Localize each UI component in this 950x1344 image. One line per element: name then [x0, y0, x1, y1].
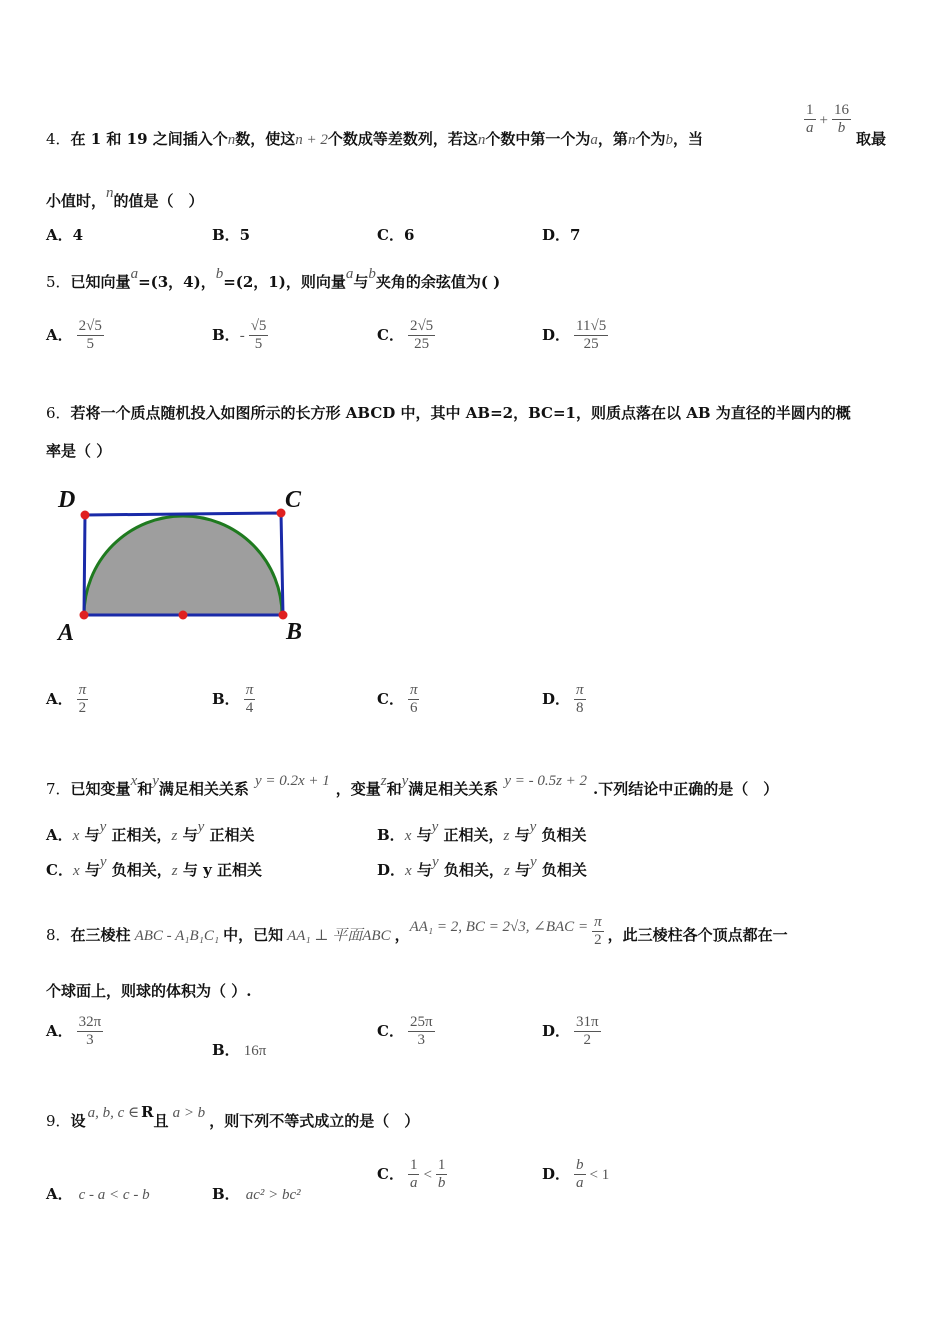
denominator: a: [576, 1175, 584, 1192]
q5-text: 已知向量: [70, 273, 131, 291]
point-midpoint: [179, 611, 188, 620]
option-value: 16π: [243, 1043, 267, 1059]
option-fraction: [436, 1157, 448, 1193]
math-x: x: [72, 863, 80, 879]
option-value: c - a < c - b: [78, 1187, 150, 1203]
denominator: a: [806, 120, 814, 137]
option-text: 正相关: [209, 826, 255, 844]
option-label: B．: [377, 826, 405, 844]
option-text: 负相关，: [443, 861, 504, 879]
math-n-plus-2: n + 2: [295, 132, 328, 148]
option-label: D．: [377, 861, 406, 879]
q4-text: 个数成等差数列，若这: [327, 130, 478, 148]
q5-text: =(3，4)，: [138, 273, 216, 291]
q9-option-b[interactable]: [212, 1183, 301, 1204]
math-b: b: [665, 132, 673, 148]
math-y: y: [431, 854, 439, 870]
question-4-line-2: [46, 185, 204, 211]
q7-text: .下列结论中正确的是（ ）: [593, 780, 779, 798]
option-label: A．: [46, 826, 73, 844]
numerator: b: [574, 1157, 586, 1175]
option-text: 与: [84, 861, 100, 879]
vector-b: b: [215, 266, 224, 282]
equation-y-z: y = - 0.5z + 2: [504, 773, 588, 789]
label-a: A: [58, 620, 75, 646]
math-n: n: [106, 185, 114, 201]
q6-text: 率是（ ）: [46, 442, 112, 460]
denominator: 5: [254, 336, 263, 353]
option-text: 负相关，: [111, 861, 172, 879]
q7-option-b[interactable]: [377, 819, 587, 845]
question-5-line: [46, 266, 501, 292]
math-y: y: [529, 819, 537, 835]
option-text: 与: [514, 861, 530, 879]
numerator: 32π: [77, 1014, 104, 1032]
math-z: z: [503, 863, 510, 879]
math-z: z: [171, 863, 178, 879]
option-label: B．: [212, 689, 240, 708]
q8-text: 在三棱柱: [70, 925, 131, 944]
q7-option-c[interactable]: [46, 854, 263, 880]
option-text: 正相关，: [443, 826, 504, 844]
label-c: C: [285, 487, 302, 513]
question-number: 6．: [46, 404, 71, 422]
point-a: [80, 611, 89, 620]
option-text: 负相关: [541, 861, 587, 879]
option-fraction: [77, 318, 104, 354]
label-d: D: [58, 487, 76, 513]
label-b: B: [286, 619, 303, 645]
option-fraction: [574, 318, 608, 354]
perpendicular-condition: AA₁ ⊥ 平面ABC: [287, 927, 391, 944]
denominator: 2: [583, 1032, 592, 1049]
vector-b: b: [368, 266, 376, 282]
numerator: 2√5: [408, 318, 435, 336]
q4-text: ，第: [597, 130, 628, 148]
semicircle-fill: [84, 516, 282, 615]
q4-option-a[interactable]: A．4: [46, 226, 84, 244]
set-condition: a, b, c ∈: [87, 1105, 140, 1121]
plus-sign: +: [819, 112, 828, 129]
fraction-1-over-a: [804, 102, 816, 138]
q4-text: 数，使这: [235, 130, 296, 148]
q5-option-b[interactable]: [212, 318, 272, 354]
q6-option-b[interactable]: [212, 682, 259, 718]
question-number: 5．: [46, 273, 71, 291]
option-fraction: [574, 682, 586, 718]
question-7-line: [46, 773, 779, 799]
q9-text: 且: [153, 1112, 169, 1130]
option-label: C．: [377, 689, 404, 708]
q4-text: 个为: [635, 130, 666, 148]
numerator: 25π: [408, 1014, 435, 1032]
option-label: C．: [377, 1164, 404, 1183]
q9-option-a[interactable]: [46, 1183, 150, 1204]
option-fraction: [408, 1014, 435, 1050]
math-a: a: [590, 132, 598, 148]
denominator: b: [837, 120, 846, 137]
equation-y-x: y = 0.2x + 1: [254, 773, 330, 789]
numerator: √5: [249, 318, 269, 336]
q7-option-a[interactable]: [46, 819, 255, 845]
inequality-condition: a > b: [172, 1105, 206, 1121]
vector-a: a: [345, 266, 354, 282]
q8-text: ，: [394, 925, 410, 944]
math-n: n: [627, 132, 636, 148]
numerator: 1: [408, 1157, 420, 1175]
q4-option-c[interactable]: C．6: [377, 226, 415, 244]
question-number: 4．: [46, 130, 71, 148]
q4-text: 取最: [856, 130, 887, 148]
question-9-line: [46, 1103, 420, 1131]
q4-fraction-expression: [800, 102, 855, 138]
math-x: x: [130, 773, 138, 789]
option-label: D．: [542, 1021, 571, 1040]
q7-text: ，变量: [335, 780, 381, 798]
q8-option-b[interactable]: [212, 1039, 266, 1060]
vector-a: a: [130, 266, 139, 282]
denominator: 25: [583, 336, 599, 353]
math-y: y: [152, 773, 159, 789]
option-text: 与 y 正相关: [182, 861, 263, 879]
numerator: π: [574, 682, 586, 700]
less-than-sign: <: [423, 1166, 432, 1183]
denominator: 2: [594, 932, 602, 949]
q6-option-d[interactable]: [542, 682, 590, 718]
q5-option-a[interactable]: [46, 318, 108, 354]
q6-text: 若将一个质点随机投入如图所示的长方形 ABCD 中，其中 AB=2，BC=1，则质点落在以 AB 为直径的半圆内的概: [70, 404, 851, 422]
point-d: [81, 511, 90, 520]
option-fraction: [408, 318, 435, 354]
option-text: 与: [416, 826, 432, 844]
q7-text: 满足相关关系: [408, 780, 499, 798]
q8-option-c[interactable]: [377, 1014, 439, 1050]
denominator: 5: [86, 336, 94, 353]
numerator: π: [592, 914, 604, 932]
question-6-line-2: [46, 440, 111, 461]
option-label: A．: [46, 689, 73, 708]
option-fraction: [244, 682, 256, 718]
denominator: 4: [245, 700, 254, 717]
math-y: y: [431, 819, 439, 835]
q4-text: 在 1 和 19 之间插入个: [70, 130, 228, 148]
option-fraction: [77, 1014, 104, 1050]
real-numbers-symbol: R: [141, 1103, 154, 1121]
option-fraction: [77, 682, 89, 718]
q6-option-a[interactable]: [46, 682, 92, 718]
denominator: 25: [414, 336, 430, 353]
option-fraction: [408, 682, 420, 718]
numerator: π: [77, 682, 89, 700]
option-text: 与: [416, 861, 432, 879]
option-label: C．: [377, 325, 404, 344]
math-x: x: [405, 863, 412, 879]
fraction-16-over-b: [832, 102, 851, 138]
denominator: b: [437, 1175, 446, 1192]
q6-option-c[interactable]: [377, 682, 423, 718]
option-label: D．: [542, 325, 571, 344]
numerator: 11√5: [574, 318, 608, 336]
question-6-line-1: [46, 402, 851, 423]
option-label: C．: [377, 1021, 404, 1040]
math-x: x: [404, 828, 412, 844]
q8-text: 中，已知: [223, 925, 284, 944]
question-4-line-1: [46, 128, 703, 149]
q7-text: 满足相关关系: [158, 780, 249, 798]
q7-text: 已知变量: [70, 780, 131, 798]
length-angle-condition: AA₁ = 2, BC = 2√3, ∠BAC =: [409, 918, 589, 935]
question-number: 7．: [46, 780, 71, 798]
option-label: B．: [212, 1185, 240, 1203]
q8-option-a[interactable]: [46, 1014, 107, 1050]
q5-text: 夹角的余弦值为( ): [375, 273, 501, 291]
q5-text: 与: [353, 273, 369, 291]
q4-text: 个数中第一个为: [485, 130, 591, 148]
minus-sign: -: [239, 327, 245, 344]
denominator: 2: [78, 700, 87, 717]
option-text: 负相关: [541, 826, 587, 844]
math-y: y: [99, 854, 107, 870]
q4-text-end: [856, 128, 886, 149]
option-text: 正相关，: [111, 826, 172, 844]
q7-option-d[interactable]: [377, 854, 587, 880]
numerator: 1: [804, 102, 816, 120]
denominator: 3: [417, 1032, 425, 1049]
question-8-line-2: [46, 980, 251, 1001]
q8-text: ，此三棱柱各个顶点都在一: [607, 925, 788, 944]
rectangle-semicircle-figure: [52, 482, 314, 652]
q4-option-b[interactable]: B．5: [212, 226, 251, 244]
numerator: 16: [832, 102, 851, 120]
option-text: 与: [84, 826, 100, 844]
numerator: π: [408, 682, 420, 700]
denominator: a: [409, 1175, 418, 1192]
option-label: D．: [542, 689, 571, 708]
q4-option-d[interactable]: D．7: [542, 226, 581, 244]
numerator: π: [244, 682, 256, 700]
math-z: z: [171, 828, 178, 844]
option-label: A．: [46, 1185, 73, 1203]
math-x: x: [72, 828, 80, 844]
question-number: 9．: [46, 1112, 71, 1130]
denominator: 8: [576, 700, 584, 717]
math-y: y: [99, 819, 107, 835]
numerator: 1: [436, 1157, 448, 1175]
q7-text: 和: [137, 780, 153, 798]
less-than-one: < 1: [589, 1166, 610, 1183]
denominator: 6: [409, 700, 418, 717]
math-y: y: [529, 854, 537, 870]
q4-text: ，当: [672, 130, 703, 148]
numerator: 2√5: [77, 318, 104, 336]
math-n: n: [227, 132, 236, 148]
math-z: z: [503, 828, 510, 844]
math-y: y: [197, 819, 205, 835]
option-label: A．: [46, 1021, 73, 1040]
option-fraction: [249, 318, 269, 354]
q8-text: 个球面上，则球的体积为（ ）.: [46, 982, 252, 1000]
q5-option-c[interactable]: [377, 318, 439, 354]
q4-text: 小值时，: [46, 192, 107, 210]
option-text: 与: [182, 826, 198, 844]
q4-text: 的值是（ ）: [113, 192, 204, 210]
option-label: C．: [46, 861, 73, 879]
option-value: ac² > bc²: [245, 1187, 301, 1203]
q9-text: 设: [70, 1112, 86, 1130]
q9-option-c[interactable]: [377, 1157, 451, 1193]
denominator: 3: [86, 1032, 94, 1049]
question-8-line-1: [46, 914, 788, 954]
q8-option-d[interactable]: [542, 1014, 605, 1050]
prism-name: ABC - A₁B₁C₁: [134, 927, 220, 944]
q9-text: ，则下列不等式成立的是（ ）: [209, 1112, 420, 1130]
q9-option-d[interactable]: [542, 1157, 609, 1193]
option-label: B．: [212, 325, 240, 344]
q7-text: 和: [386, 780, 402, 798]
q5-option-d[interactable]: [542, 318, 612, 354]
option-label: A．: [46, 325, 73, 344]
option-text: 与: [514, 826, 530, 844]
option-fraction: [408, 1157, 420, 1193]
math-z: z: [380, 773, 387, 789]
q5-text: =(2，1)，则向量: [223, 273, 346, 291]
fraction-pi-over-2: [592, 914, 604, 950]
option-fraction: [574, 1014, 601, 1050]
option-label: B．: [212, 1041, 240, 1059]
math-n: n: [477, 132, 486, 148]
question-number: 8．: [46, 925, 71, 944]
option-label: D．: [542, 1164, 571, 1183]
math-y: y: [401, 773, 409, 789]
numerator: 31π: [574, 1014, 601, 1032]
option-fraction: [574, 1157, 586, 1193]
